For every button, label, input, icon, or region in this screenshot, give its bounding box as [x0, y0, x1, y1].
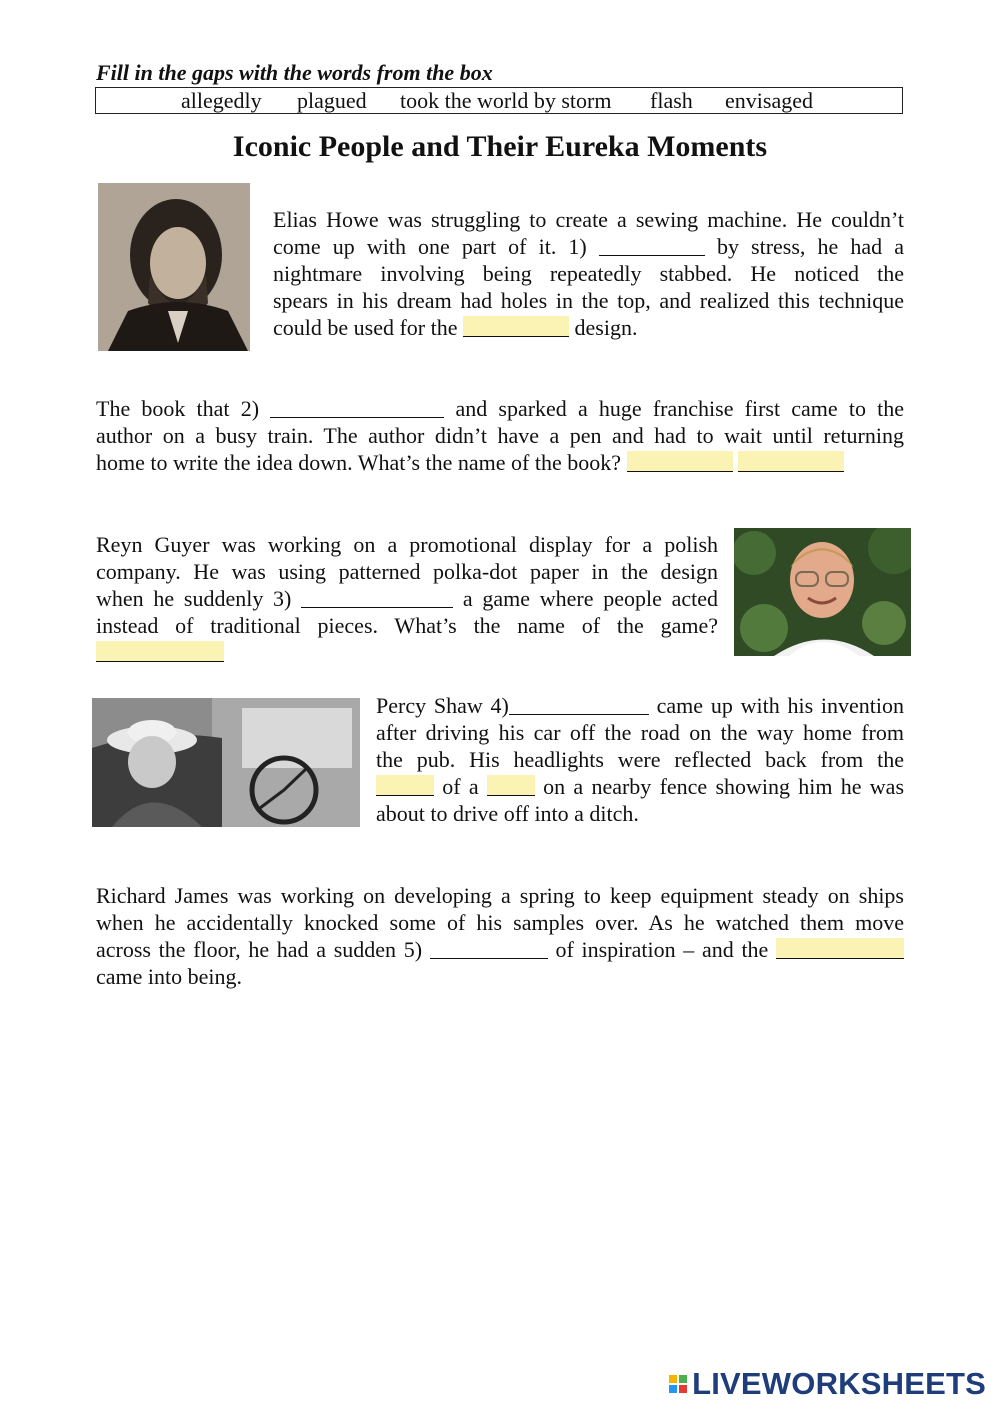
text-segment: Percy Shaw 4) [376, 693, 509, 718]
word-box [95, 87, 903, 114]
photo-percy-shaw-car [92, 698, 360, 827]
text-line: author on a busy train. The author didn’t have a pen and had to wait until returning [96, 423, 904, 448]
text-line [96, 395, 904, 422]
paragraph-5 [96, 882, 904, 990]
text-line: Elias Howe was struggling to create a sewing machine. He couldn’t [273, 207, 904, 232]
text-line [96, 449, 904, 476]
text-line [96, 936, 904, 963]
brand-name: LIVEWORKSHEETS [692, 1366, 986, 1401]
text-segment: by stress, he had a [716, 234, 904, 259]
page-title: Iconic People and Their Eureka Moments [232, 130, 768, 163]
text-line [96, 585, 718, 612]
text-segment: of a [442, 774, 479, 799]
word-box-item: plagued [297, 88, 367, 113]
text-line: Reyn Guyer was working on a promotional display for a polish [96, 532, 718, 557]
portrait-photo-elias-howe [98, 183, 250, 351]
text-line [376, 692, 904, 719]
text-segment: a game where people acted [462, 586, 718, 611]
answer-input-2a[interactable] [627, 451, 733, 472]
word-box-item: envisaged [725, 88, 813, 113]
answer-input-4a[interactable] [376, 775, 434, 796]
text-line: company. He was using patterned polka-dot paper in the design [96, 559, 718, 584]
text-segment: when he suddenly 3) [96, 586, 292, 611]
text-line: instead of traditional pieces. What’s the name of the game? [96, 613, 718, 638]
gap-4-blank[interactable] [509, 694, 649, 715]
gap-2-blank[interactable] [270, 397, 444, 418]
text-segment: of inspiration – and the [555, 937, 769, 962]
liveworksheets-brand[interactable] [669, 1366, 986, 1402]
text-line [273, 314, 904, 341]
text-line: Richard James was working on developing a spring to keep equipment steady on ships [96, 883, 904, 908]
text-segment: and sparked a huge franchise first came to the [455, 396, 905, 421]
text-line [273, 233, 904, 260]
word-box-item: flash [650, 88, 693, 113]
text-segment: come up with one part of it. 1) [273, 234, 587, 259]
gap-1-blank[interactable] [599, 235, 705, 256]
answer-input-3a[interactable] [96, 641, 224, 662]
paragraph-3 [96, 531, 718, 666]
text-line: when he accidentally knocked some of his samples over. As he watched them move [96, 910, 904, 935]
text-segment: design. [574, 315, 638, 340]
text-segment: The book that 2) [96, 396, 260, 421]
answer-input-5a[interactable] [776, 938, 904, 959]
answer-input-2b[interactable] [738, 451, 844, 472]
text-segment: home to write the idea down. What’s the name of the book? [96, 450, 622, 475]
text-line [96, 639, 718, 666]
portrait-photo-reyn-guyer [734, 528, 911, 656]
paragraph-4 [376, 692, 904, 827]
gap-3-blank[interactable] [301, 587, 453, 608]
answer-input-1a[interactable] [463, 316, 569, 337]
text-segment: came up with his invention [656, 693, 905, 718]
paragraph-2 [96, 395, 904, 476]
text-segment: could be used for the [273, 315, 458, 340]
liveworksheets-logo-icon [669, 1375, 687, 1393]
word-box-item: took the world by storm [400, 88, 612, 113]
text-line [376, 773, 904, 800]
answer-input-4b[interactable] [487, 775, 535, 796]
word-box-item: allegedly [181, 88, 262, 113]
gap-5-blank[interactable] [430, 938, 548, 959]
paragraph-1 [273, 206, 904, 341]
text-line: came into being. [96, 964, 243, 989]
instructions: Fill in the gaps with the words from the box [96, 60, 493, 85]
text-line: after driving his car off the road on the way home from [376, 720, 904, 745]
text-segment: on a nearby fence showing him he was [543, 774, 905, 799]
text-segment: across the floor, he had a sudden 5) [96, 937, 423, 962]
text-line: spears in his dream had holes in the top, and realized this technique [273, 288, 904, 313]
text-line: nightmare involving being repeatedly stabbed. He noticed the [273, 261, 904, 286]
text-line: the pub. His headlights were reflected back from the [376, 747, 904, 772]
text-line: about to drive off into a ditch. [376, 801, 639, 826]
